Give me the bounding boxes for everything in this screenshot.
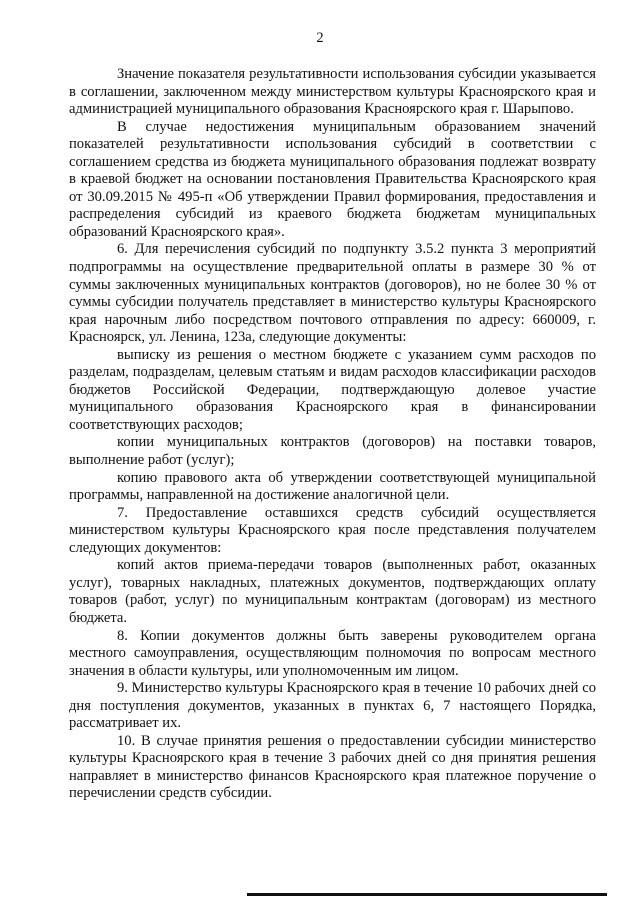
paragraph-legal-act: копию правового акта об утверждении соответствующей муниципальной программы, направленной на достижение аналогичной цели. (69, 469, 596, 504)
paragraph-item-9: 9. Министерство культуры Красноярского края в течение 10 рабочих дней со дня поступления документов, указанных в пунктах 6, 7 настоящего Порядка, рассматривает их. (69, 680, 596, 732)
paragraph-refund: В случае недостижения муниципальным образованием значений показателей результативности использования субсидий в соответствии с соглашением средства из бюджета муниципального образования подлежат возврату в краевой бюджет на основании постановления Правительства Красноярского края от 30.09.2015 № 495-п «Об утверждении Правил формирования, предоставления и распределения субсидий из краевого бюджета бюджетам муниципальных образований Красноярского края». (69, 118, 596, 240)
paragraph-item-6: 6. Для перечисления субсидий по подпункту 3.5.2 пункта 3 мероприятий подпрограммы на осуществление предварительной оплаты в размере 30 % от суммы заключенных муниципальных контрактов (договоров), но не более 30 % от суммы субсидии получатель представляет в министерство культуры Красноярского края нарочным либо посредством почтового отправления по адресу: 660009, г. Красноярск, ул. Ленина, 123а, следующие документы: (69, 241, 596, 346)
paragraph-item-8: 8. Копии документов должны быть заверены руководителем органа местного самоуправления, осуществляющим полномочия по вопросам местного значения в области культуры, или уполномоченным им лицом. (69, 627, 596, 679)
paragraph-indicator-value: Значение показателя результативности использования субсидии указывается в соглашении, заключенном между министерством культуры Красноярского края и администрацией муниципального образования Красноярского края г. Шарыпово. (69, 66, 596, 118)
cut-off-line (247, 893, 607, 896)
paragraph-contract-copies: копии муниципальных контрактов (договоров) на поставки товаров, выполнение работ (услуг); (69, 434, 596, 469)
paragraph-item-7: 7. Предоставление оставшихся средств субсидий осуществляется министерством культуры Красноярского края после представления получателем следующих документов: (69, 504, 596, 556)
paragraph-acceptance-acts: копий актов приема-передачи товаров (выполненных работ, оказанных услуг), товарных накладных, платежных документов, подтверждающих оплату товаров (работ, услуг) по муниципальным контрактам (договорам) из местного бюджета. (69, 557, 596, 626)
document-body (69, 66, 596, 803)
paragraph-item-10: 10. В случае принятия решения о предоставлении субсидии министерство культуры Красноярского края в течение 3 рабочих дней со дня принятия решения направляет в министерство финансов Красноярского края платежное поручение о перечислении средств субсидии. (69, 732, 596, 802)
page-number: 2 (316, 30, 324, 46)
paragraph-budget-extract: выписку из решения о местном бюджете с указанием сумм расходов по разделам, подразделам, целевым статьям и видам расходов классификации расходов бюджетов Российской Федерации, подтверждающую долевое участие муниципального образования Красноярского края в финансировании соответствующих расходов; (69, 346, 596, 433)
